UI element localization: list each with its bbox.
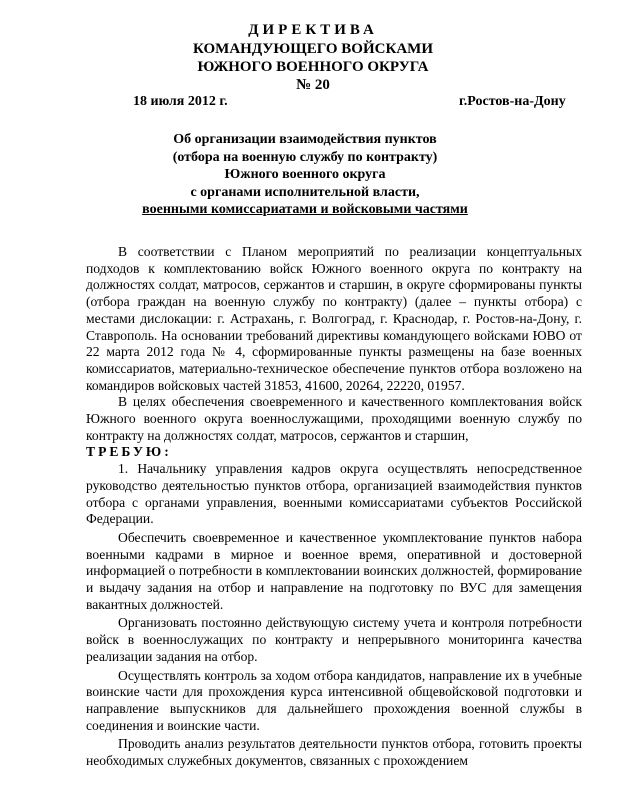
subject-line: военными комиссариатами и войсковыми частями — [142, 202, 468, 217]
subject-line: Южного военного округа — [224, 167, 386, 182]
paragraph: 1. Начальнику управления кадров округа осуществлять непосредственное руководство деятельностью пунктов отбора, организацией взаимодействия пунктов отбора с органами управления, военными комиссариатами субъектов Российской Федерации. — [86, 461, 582, 527]
paragraph: Организовать постоянно действующую систему учета и контроля потребности войск в военнослужащих по контракту и непрерывного мониторинга качества реализации задания на отбор. — [86, 615, 582, 664]
demand-heading: ТРЕБУЮ: — [86, 444, 172, 460]
subject-line: с органами исполнительной власти, — [190, 184, 420, 200]
paragraph: Осуществлять контроль за ходом отбора кандидатов, направление их в учебные воинские части для прохождения курса интенсивной общевойсковой подготовки и направление выпускников для дальнейшего прохождения военной службы в соединения и воинские части. — [86, 667, 582, 733]
document-city: г.Ростов-на-Дону — [459, 94, 566, 109]
subject-block — [110, 131, 500, 219]
subject-line: Об организации взаимодействия пунктов — [173, 132, 437, 147]
paragraph: Обеспечить своевременное и качественное укомплектование пунктов набора военными кадрами в мирное и военное время, оперативной и достоверной информацией о потребности в комплектовании воинских должностей, формирование и выдачу задания на отбор и направление на подготовку по ВУС для замещения вакантных должностей. — [86, 529, 582, 612]
subject-line: (отбора на военную службу по контракту) — [172, 149, 438, 165]
document-date: 18 июля 2012 г. — [133, 94, 228, 109]
paragraph: В соответствии с Планом мероприятий по реализации концептуальных подходов к комплектованию войск Южного военного округа по контракту на должностях солдат, матросов, сержантов и старшин, в округе сформированы пункты (отбора граждан на военную службу по контракту) (далее – пункты отбора) с местами дислокации: г. Астрахань, г. Волгоград, г. Краснодар, г. Ростов-на-Дону, г. Ставрополь. На основании требований директивы командующего войсками ЮВО от 22 марта 2012 года № 4, сформированные пункты размещены на базе военных комиссариатов, материально-техническое обеспечение пунктов отбора возложено на командиров войсковых частей 31853, 41600, 20264, 22220, 01957. — [86, 244, 582, 393]
document-title: ДИРЕКТИВА — [248, 22, 378, 38]
document-number: № 20 — [296, 77, 330, 93]
paragraph: В целях обеспечения своевременного и качественного комплектования войск Южного военного округа военнослужащими, проходящими военную службу по контракту на должностях солдат, матросов, сержантов и старшин, — [86, 394, 582, 443]
body-text — [86, 244, 582, 770]
paragraph: Проводить анализ результатов деятельности пунктов отбора, готовить проекты необходимых служебных документов, связанных с прохождением — [86, 736, 582, 769]
district-line: ЮЖНОГО ВОЕННОГО ОКРУГА — [197, 59, 429, 75]
issuer-line: КОМАНДУЮЩЕГО ВОЙСКАМИ — [193, 41, 433, 57]
